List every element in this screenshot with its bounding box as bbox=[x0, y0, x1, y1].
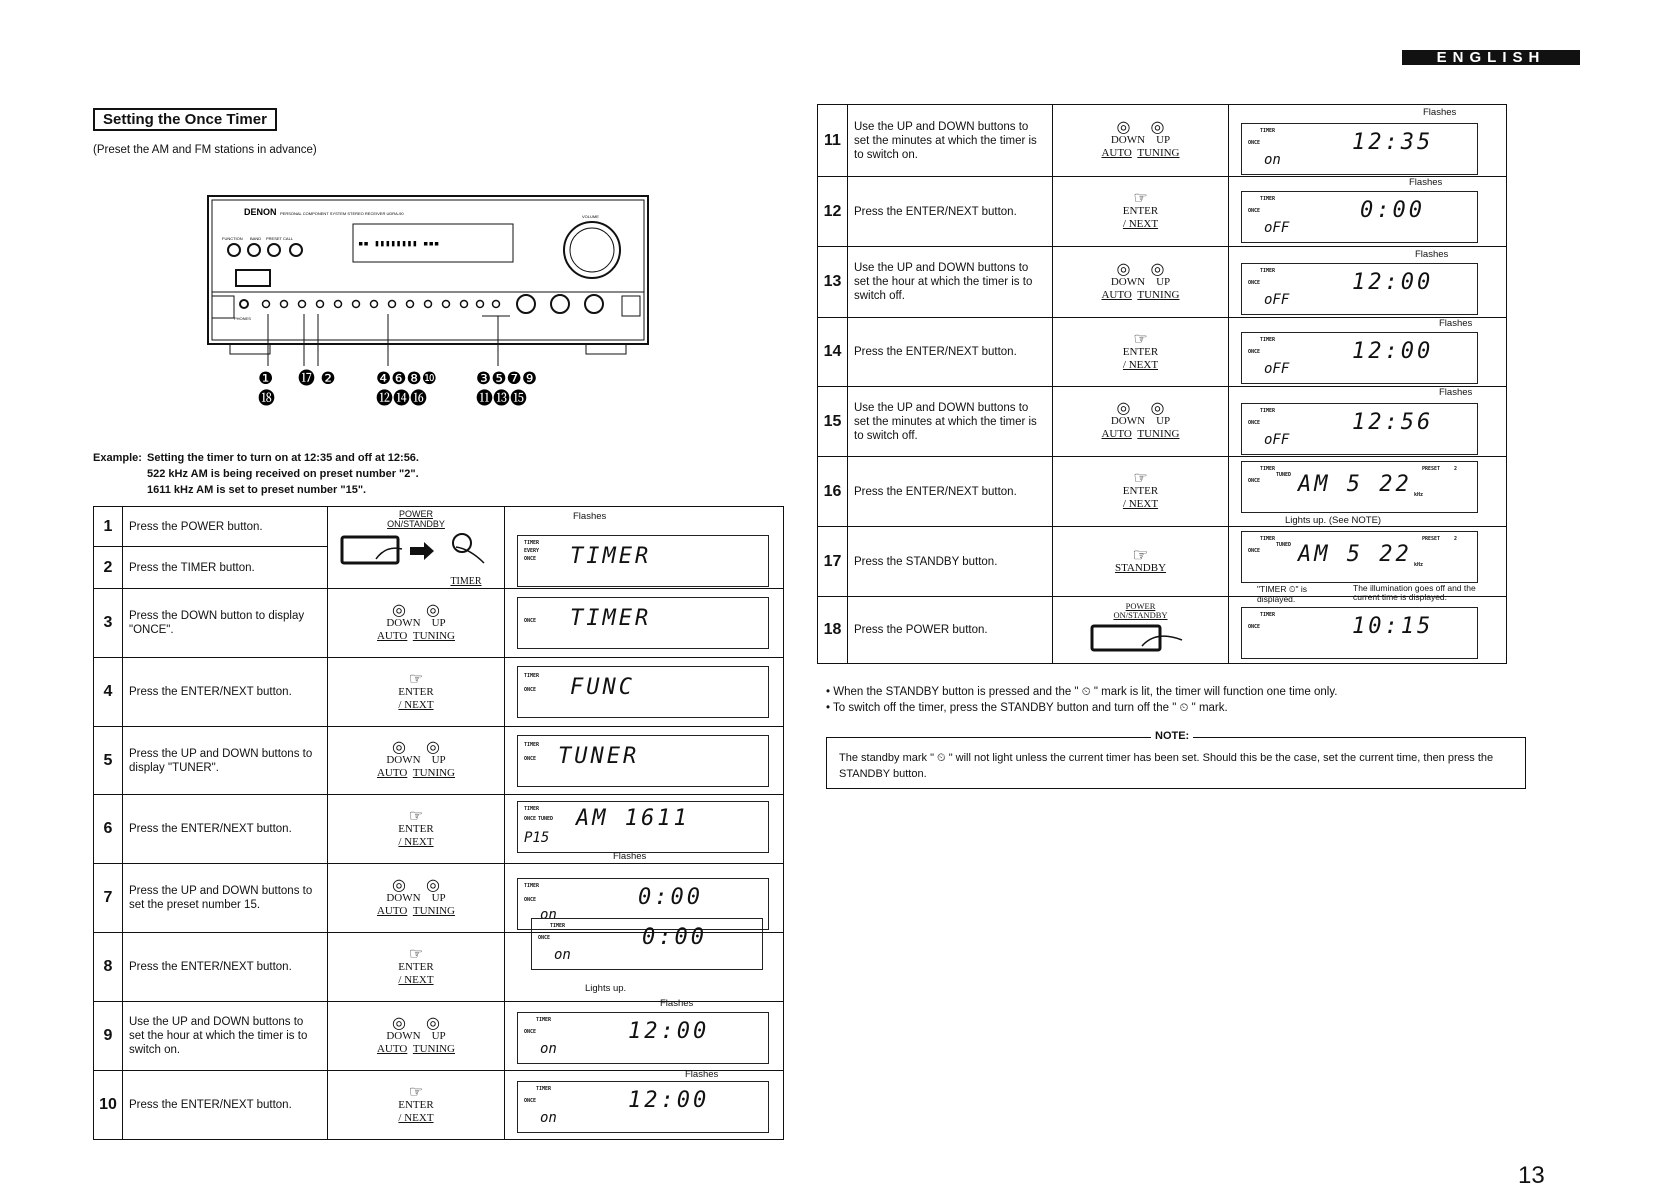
receiver-callout-power: ❶ bbox=[258, 369, 274, 389]
lcd-sub-text: oFF bbox=[1264, 292, 1290, 308]
receiver-callout-enter-steps-2: ⓬⓮⓰ bbox=[376, 389, 427, 409]
lcd-label-timer: TIMER bbox=[524, 673, 540, 679]
display-cell bbox=[1229, 457, 1507, 527]
lcd-label-timer: TIMER bbox=[524, 540, 540, 546]
lcd-main-text: 12:00 bbox=[1352, 339, 1434, 364]
illumination-callout: The illumination goes off and the current time is displayed. bbox=[1353, 583, 1476, 602]
lcd-label-once: ONCE bbox=[524, 1098, 537, 1104]
lcd-display bbox=[1241, 461, 1478, 513]
step-description: Press the ENTER/NEXT button. bbox=[123, 658, 328, 727]
lcd-main-text: TUNER bbox=[558, 744, 640, 769]
lcd-display bbox=[1241, 607, 1478, 659]
lcd-sub-text: on bbox=[1264, 152, 1281, 168]
lcd-display bbox=[517, 1081, 769, 1133]
enter-label: ENTER bbox=[398, 1098, 434, 1111]
lights-up-callout: Lights up. bbox=[585, 983, 627, 994]
section-subtitle: (Preset the AM and FM stations in advance) bbox=[93, 144, 317, 156]
step-description: Press the DOWN button to display "ONCE". bbox=[123, 589, 328, 658]
step-number: 2 bbox=[94, 547, 123, 589]
display-cell bbox=[505, 658, 784, 727]
note-item: • To switch off the timer, press the STANDBY button and turn off the " ⏲ " mark. bbox=[826, 702, 1228, 714]
display-cell bbox=[1229, 387, 1507, 457]
power-timer-buttons bbox=[328, 507, 505, 589]
standby-button: ☞ STANDBY bbox=[1053, 527, 1229, 597]
lcd-label-preset: PRESET bbox=[1422, 466, 1441, 472]
display-cell bbox=[1229, 527, 1507, 604]
lcd-label-once: ONCE bbox=[1248, 548, 1261, 554]
lcd-label-timer: TIMER bbox=[536, 1086, 552, 1092]
power-timer-button-icons bbox=[336, 529, 496, 571]
enter-next-button: ☞ ENTER / NEXT bbox=[328, 795, 505, 864]
svg-text:▪▪ ▮▮▮▮▮▮▮▮ ▪▪▪: ▪▪ ▮▮▮▮▮▮▮▮ ▪▪▪ bbox=[358, 239, 440, 249]
lcd-label-once: ONCE bbox=[524, 897, 537, 903]
step-number: 12 bbox=[818, 177, 848, 247]
display-cell bbox=[505, 589, 784, 658]
lcd-label-once: ONCE bbox=[1248, 420, 1261, 426]
page-number: 13 bbox=[1518, 1162, 1545, 1189]
power-button bbox=[1053, 597, 1229, 664]
lcd-sub-text: oFF bbox=[1264, 220, 1290, 236]
lcd-sub-text: on bbox=[540, 907, 557, 923]
step-number: 17 bbox=[818, 527, 848, 597]
tuning-label: TUNING bbox=[412, 629, 456, 642]
note-text: The standby mark " ⏲ " will not light unless the current timer has been set. Should this be the case, set the current time, then press the STANDBY button. bbox=[839, 752, 1494, 780]
timer-button-label: TIMER bbox=[450, 575, 482, 587]
tuning-label: TUNING bbox=[1137, 288, 1180, 301]
lcd-main-text: 12:35 bbox=[1352, 130, 1434, 155]
lcd-sub-text: on bbox=[554, 947, 571, 963]
lcd-display bbox=[517, 535, 769, 587]
up-label: UP bbox=[431, 754, 446, 766]
display-cell bbox=[1229, 597, 1507, 664]
step-description: Press the ENTER/NEXT button. bbox=[848, 318, 1053, 387]
next-label: / NEXT bbox=[398, 835, 434, 848]
lcd-main-text: 0:00 bbox=[1360, 198, 1425, 223]
lcd-label-once: ONCE bbox=[524, 816, 537, 822]
lcd-display bbox=[517, 1012, 769, 1064]
section-title: Setting the Once Timer bbox=[93, 108, 277, 131]
down-label: DOWN bbox=[386, 891, 421, 904]
lcd-main-text: 0:00 bbox=[638, 885, 703, 910]
lcd-label-tuned: TUNED bbox=[538, 816, 554, 822]
tuning-label: TUNING bbox=[1137, 428, 1180, 440]
step-number: 9 bbox=[94, 1002, 123, 1071]
example-line: 1611 kHz AM is set to preset number "15". bbox=[147, 484, 367, 496]
lcd-main-text: 0:00 bbox=[642, 925, 707, 950]
lcd-label-once: ONCE bbox=[524, 687, 537, 693]
lcd-sub-text: P15 bbox=[524, 830, 550, 846]
step-description: Press the UP and DOWN buttons to display "TUNER". bbox=[123, 727, 328, 795]
auto-label: AUTO bbox=[376, 1042, 408, 1055]
receiver-callout-enter-steps: ❹❻❽❿ bbox=[376, 369, 437, 389]
lcd-display bbox=[517, 735, 769, 787]
receiver-callout-updown-steps-2: ⓫⓭⓯ bbox=[476, 389, 527, 409]
down-label: DOWN bbox=[1110, 134, 1146, 146]
power-button-label: POWER ON/STANDBY bbox=[387, 508, 445, 529]
lights-up-note-callout: Lights up. (See NOTE) bbox=[1285, 515, 1382, 526]
lcd-label-khz: kHz bbox=[1414, 562, 1424, 568]
tuning-label: TUNING bbox=[412, 904, 456, 917]
tuning-label: TUNING bbox=[412, 767, 456, 779]
lcd-display-step8 bbox=[531, 918, 763, 970]
lcd-label-timer: TIMER bbox=[1260, 196, 1276, 202]
receiver-label-phones: PHONES bbox=[234, 316, 251, 321]
enter-next-button: ☞ ENTER / NEXT bbox=[1053, 457, 1229, 527]
enter-label: ENTER bbox=[398, 685, 434, 698]
flashes-callout: Flashes bbox=[685, 1069, 719, 1080]
up-label: UP bbox=[1156, 275, 1171, 288]
next-label: / NEXT bbox=[398, 973, 434, 986]
step-description: Use the UP and DOWN buttons to set the minutes at which the timer is to switch off. bbox=[848, 387, 1053, 457]
flashes-callout: Flashes bbox=[1409, 177, 1443, 188]
lcd-main-text: 12:00 bbox=[1352, 270, 1434, 295]
next-label: / NEXT bbox=[1122, 498, 1159, 510]
lcd-main-text: TIMER bbox=[570, 606, 652, 631]
lcd-preset-number: 2 bbox=[1454, 536, 1458, 542]
lcd-display bbox=[1241, 123, 1478, 175]
lcd-label-tuned: TUNED bbox=[1276, 542, 1292, 548]
down-label: DOWN bbox=[386, 754, 421, 766]
standby-label: STANDBY bbox=[1114, 561, 1167, 574]
down-up-buttons: ◎ ◎ DOWN UP AUTO TUNING bbox=[328, 727, 505, 795]
right-steps-table bbox=[817, 104, 1507, 664]
lcd-label-once: ONCE bbox=[1248, 349, 1261, 355]
lcd-preset-number: 2 bbox=[1454, 466, 1458, 472]
step-description: Press the ENTER/NEXT button. bbox=[848, 457, 1053, 527]
lcd-display bbox=[517, 597, 769, 649]
lcd-main-text: 12:00 bbox=[628, 1019, 710, 1044]
display-cell bbox=[1229, 318, 1507, 387]
language-tab: ENGLISH bbox=[1402, 50, 1580, 65]
note-title: NOTE: bbox=[1151, 730, 1193, 742]
step-description: Use the UP and DOWN buttons to set the minutes at which the timer is to switch on. bbox=[848, 105, 1053, 177]
flashes-callout: Flashes bbox=[1415, 249, 1449, 260]
lcd-sub-text: oFF bbox=[1264, 361, 1290, 377]
auto-label: AUTO bbox=[376, 629, 408, 642]
next-label: / NEXT bbox=[1122, 358, 1159, 371]
lcd-main-text: TIMER bbox=[570, 544, 652, 569]
lcd-label-timer: TIMER bbox=[536, 1017, 552, 1023]
example-line: 522 kHz AM is being received on preset number "2". bbox=[147, 468, 419, 480]
lcd-display bbox=[1241, 403, 1478, 455]
lcd-label-once: ONCE bbox=[1248, 208, 1261, 214]
auto-label: AUTO bbox=[376, 767, 408, 779]
auto-label: AUTO bbox=[1101, 147, 1132, 159]
down-up-buttons: ◎ ◎ DOWN UP AUTO TUNING bbox=[1053, 387, 1229, 457]
lcd-label-timer: TIMER bbox=[1260, 337, 1276, 343]
lcd-main-text: FUNC bbox=[570, 675, 635, 700]
lcd-label-timer: TIMER bbox=[1260, 128, 1276, 134]
lcd-display bbox=[517, 666, 769, 718]
step-description: Press the ENTER/NEXT button. bbox=[123, 795, 328, 864]
flashes-callout: Flashes bbox=[1439, 387, 1473, 398]
step-number: 15 bbox=[818, 387, 848, 457]
step-description: Press the ENTER/NEXT button. bbox=[848, 177, 1053, 247]
flashes-callout: Flashes bbox=[573, 511, 607, 522]
step-number: 4 bbox=[94, 658, 123, 727]
step-description: Use the UP and DOWN buttons to set the hour at which the timer is to switch on. bbox=[123, 1002, 328, 1071]
up-label: UP bbox=[431, 891, 446, 904]
auto-label: AUTO bbox=[376, 904, 408, 917]
auto-label: AUTO bbox=[1101, 428, 1132, 440]
display-cell bbox=[505, 727, 784, 795]
display-cell bbox=[505, 1071, 784, 1140]
lcd-label-timer: TIMER bbox=[1260, 466, 1276, 472]
receiver-label-volume: VOLUME bbox=[582, 214, 599, 219]
lcd-label-timer: TIMER bbox=[1260, 268, 1276, 274]
step-description: Press the ENTER/NEXT button. bbox=[123, 933, 328, 1002]
step-number: 14 bbox=[818, 318, 848, 387]
display-cell bbox=[505, 998, 784, 1071]
lcd-label-once: ONCE bbox=[1248, 280, 1261, 286]
lcd-display bbox=[1241, 191, 1478, 243]
left-steps-table bbox=[93, 506, 784, 1140]
lcd-label-once: ONCE bbox=[1248, 478, 1261, 484]
lcd-label-once: ONCE bbox=[1248, 624, 1261, 630]
down-up-buttons: ◎ ◎ DOWN UP AUTO TUNING bbox=[328, 589, 505, 658]
enter-next-button: ☞ ENTER / NEXT bbox=[328, 658, 505, 727]
lcd-label-timer: TIMER bbox=[524, 883, 540, 889]
lcd-label-tuned: TUNED bbox=[1276, 472, 1292, 478]
enter-next-button: ☞ ENTER / NEXT bbox=[328, 933, 505, 1002]
step-number: 16 bbox=[818, 457, 848, 527]
enter-label: ENTER bbox=[1122, 485, 1159, 497]
lcd-main-text: AM 5 22 bbox=[1298, 542, 1412, 567]
lcd-sub-text: on bbox=[540, 1041, 557, 1057]
power-button-icon bbox=[1086, 620, 1196, 654]
down-label: DOWN bbox=[386, 1029, 421, 1042]
down-label: DOWN bbox=[1110, 415, 1146, 427]
lcd-main-text: 12:00 bbox=[628, 1088, 710, 1113]
lcd-label-khz: kHz bbox=[1414, 492, 1424, 498]
up-label: UP bbox=[1156, 415, 1171, 427]
power-label: POWER ON/STANDBY bbox=[1113, 600, 1168, 620]
lcd-display bbox=[1241, 332, 1478, 384]
step-description: Press the ENTER/NEXT button. bbox=[123, 1071, 328, 1140]
display-cell bbox=[505, 795, 784, 864]
up-label: UP bbox=[431, 616, 446, 629]
example-line: Setting the timer to turn on at 12:35 and off at 12:56. bbox=[147, 452, 419, 464]
step-number: 6 bbox=[94, 795, 123, 864]
up-label: UP bbox=[1156, 134, 1171, 146]
receiver-illustration bbox=[208, 196, 648, 416]
lcd-label-timer: TIMER bbox=[550, 923, 566, 929]
lcd-label-once: ONCE bbox=[524, 756, 537, 762]
lcd-label-once: ONCE bbox=[524, 1029, 537, 1035]
lcd-display bbox=[1241, 531, 1478, 583]
step-number: 11 bbox=[818, 105, 848, 177]
step-number: 1 bbox=[94, 507, 123, 547]
lcd-label-preset: PRESET bbox=[1422, 536, 1441, 542]
note-item: • When the STANDBY button is pressed and the " ⏲ " mark is lit, the timer will function one time only. bbox=[826, 686, 1338, 698]
step-number: 3 bbox=[94, 589, 123, 658]
down-up-buttons: ◎ ◎ DOWN UP AUTO TUNING bbox=[328, 864, 505, 933]
receiver-label-preset-call: PRESET CALL bbox=[266, 236, 294, 241]
receiver-callout-power-18: ⓲ bbox=[258, 389, 275, 409]
example-block bbox=[93, 450, 419, 498]
lcd-label-every: EVERY bbox=[524, 548, 540, 554]
display-cell bbox=[505, 507, 784, 589]
step-number: 10 bbox=[94, 1071, 123, 1140]
step-number: 18 bbox=[818, 597, 848, 664]
down-up-buttons: ◎ ◎ DOWN UP AUTO TUNING bbox=[1053, 247, 1229, 318]
step-description: Use the UP and DOWN buttons to set the hour at which the timer is to switch off. bbox=[848, 247, 1053, 318]
flashes-callout: Flashes bbox=[1439, 318, 1473, 329]
step-number: 5 bbox=[94, 727, 123, 795]
lcd-label-timer: TIMER bbox=[1260, 536, 1276, 542]
step-description: Press the POWER button. bbox=[848, 597, 1053, 664]
step-description: Press the STANDBY button. bbox=[848, 527, 1053, 597]
example-label: Example: bbox=[93, 452, 142, 464]
lcd-label-timer: TIMER bbox=[524, 806, 540, 812]
step-description: Press the POWER button. bbox=[123, 507, 328, 547]
enter-next-button: ☞ ENTER / NEXT bbox=[1053, 177, 1229, 247]
receiver-model: PERSONAL COMPONENT SYSTEM STEREO RECEIVER UDRA-90 bbox=[280, 211, 404, 216]
step-number: 7 bbox=[94, 864, 123, 933]
step-number: 13 bbox=[818, 247, 848, 318]
flashes-callout: Flashes bbox=[613, 851, 647, 862]
display-cell bbox=[1229, 247, 1507, 318]
lcd-main-text: AM 5 22 bbox=[1298, 472, 1412, 497]
up-label: UP bbox=[431, 1029, 446, 1042]
enter-next-button: ☞ ENTER / NEXT bbox=[328, 1071, 505, 1140]
lcd-label-once: ONCE bbox=[524, 618, 537, 624]
flashes-callout: Flashes bbox=[660, 998, 694, 1009]
step-number: 8 bbox=[94, 933, 123, 1002]
lcd-display bbox=[1241, 263, 1478, 315]
display-cell bbox=[1229, 105, 1507, 177]
next-label: / NEXT bbox=[398, 1111, 434, 1124]
receiver-callout-updown-steps: ❸❺❼❾ bbox=[476, 369, 537, 389]
receiver-label-function: FUNCTION bbox=[222, 236, 243, 241]
enter-label: ENTER bbox=[398, 822, 434, 835]
notes-list bbox=[826, 684, 1337, 716]
next-label: / NEXT bbox=[1122, 218, 1159, 230]
down-label: DOWN bbox=[1110, 275, 1146, 288]
lcd-label-timer: TIMER bbox=[1260, 612, 1276, 618]
lcd-label-timer: TIMER bbox=[524, 742, 540, 748]
down-up-buttons: ◎ ◎ DOWN UP AUTO TUNING bbox=[328, 1002, 505, 1071]
lcd-main-text: 10:15 bbox=[1352, 614, 1434, 639]
lcd-sub-text: oFF bbox=[1264, 432, 1290, 448]
step-description: Press the TIMER button. bbox=[123, 547, 328, 589]
display-cell bbox=[1229, 177, 1507, 247]
receiver-label-band: BAND bbox=[250, 236, 262, 241]
receiver-callout-timer-enter: ⓱ ❷ bbox=[298, 369, 336, 389]
enter-label: ENTER bbox=[1122, 345, 1159, 358]
lcd-label-once: ONCE bbox=[1248, 140, 1261, 146]
flashes-callout: Flashes bbox=[1423, 107, 1457, 118]
enter-next-button: ☞ ENTER / NEXT bbox=[1053, 318, 1229, 387]
lcd-label-once: ONCE bbox=[538, 935, 551, 941]
receiver-brand: DENON bbox=[244, 207, 277, 217]
lcd-label-once: ONCE bbox=[524, 556, 537, 562]
tuning-label: TUNING bbox=[1137, 147, 1180, 159]
lcd-display bbox=[517, 801, 769, 853]
enter-label: ENTER bbox=[398, 960, 434, 973]
tuning-label: TUNING bbox=[412, 1042, 456, 1055]
lcd-label-timer: TIMER bbox=[1260, 408, 1276, 414]
lcd-main-text: AM 1611 bbox=[576, 806, 690, 831]
timer-displayed-callout: "TIMER ⏲" is displayed. bbox=[1257, 584, 1307, 604]
down-label: DOWN bbox=[386, 616, 421, 629]
note-box bbox=[826, 730, 1526, 789]
lcd-main-text: 12:56 bbox=[1352, 410, 1434, 435]
down-up-buttons: ◎ ◎ DOWN UP AUTO TUNING bbox=[1053, 105, 1229, 177]
lcd-sub-text: on bbox=[540, 1110, 557, 1126]
enter-label: ENTER bbox=[1122, 205, 1159, 217]
next-label: / NEXT bbox=[398, 698, 434, 711]
auto-label: AUTO bbox=[1101, 288, 1132, 301]
step-description: Press the UP and DOWN buttons to set the preset number 15. bbox=[123, 864, 328, 933]
